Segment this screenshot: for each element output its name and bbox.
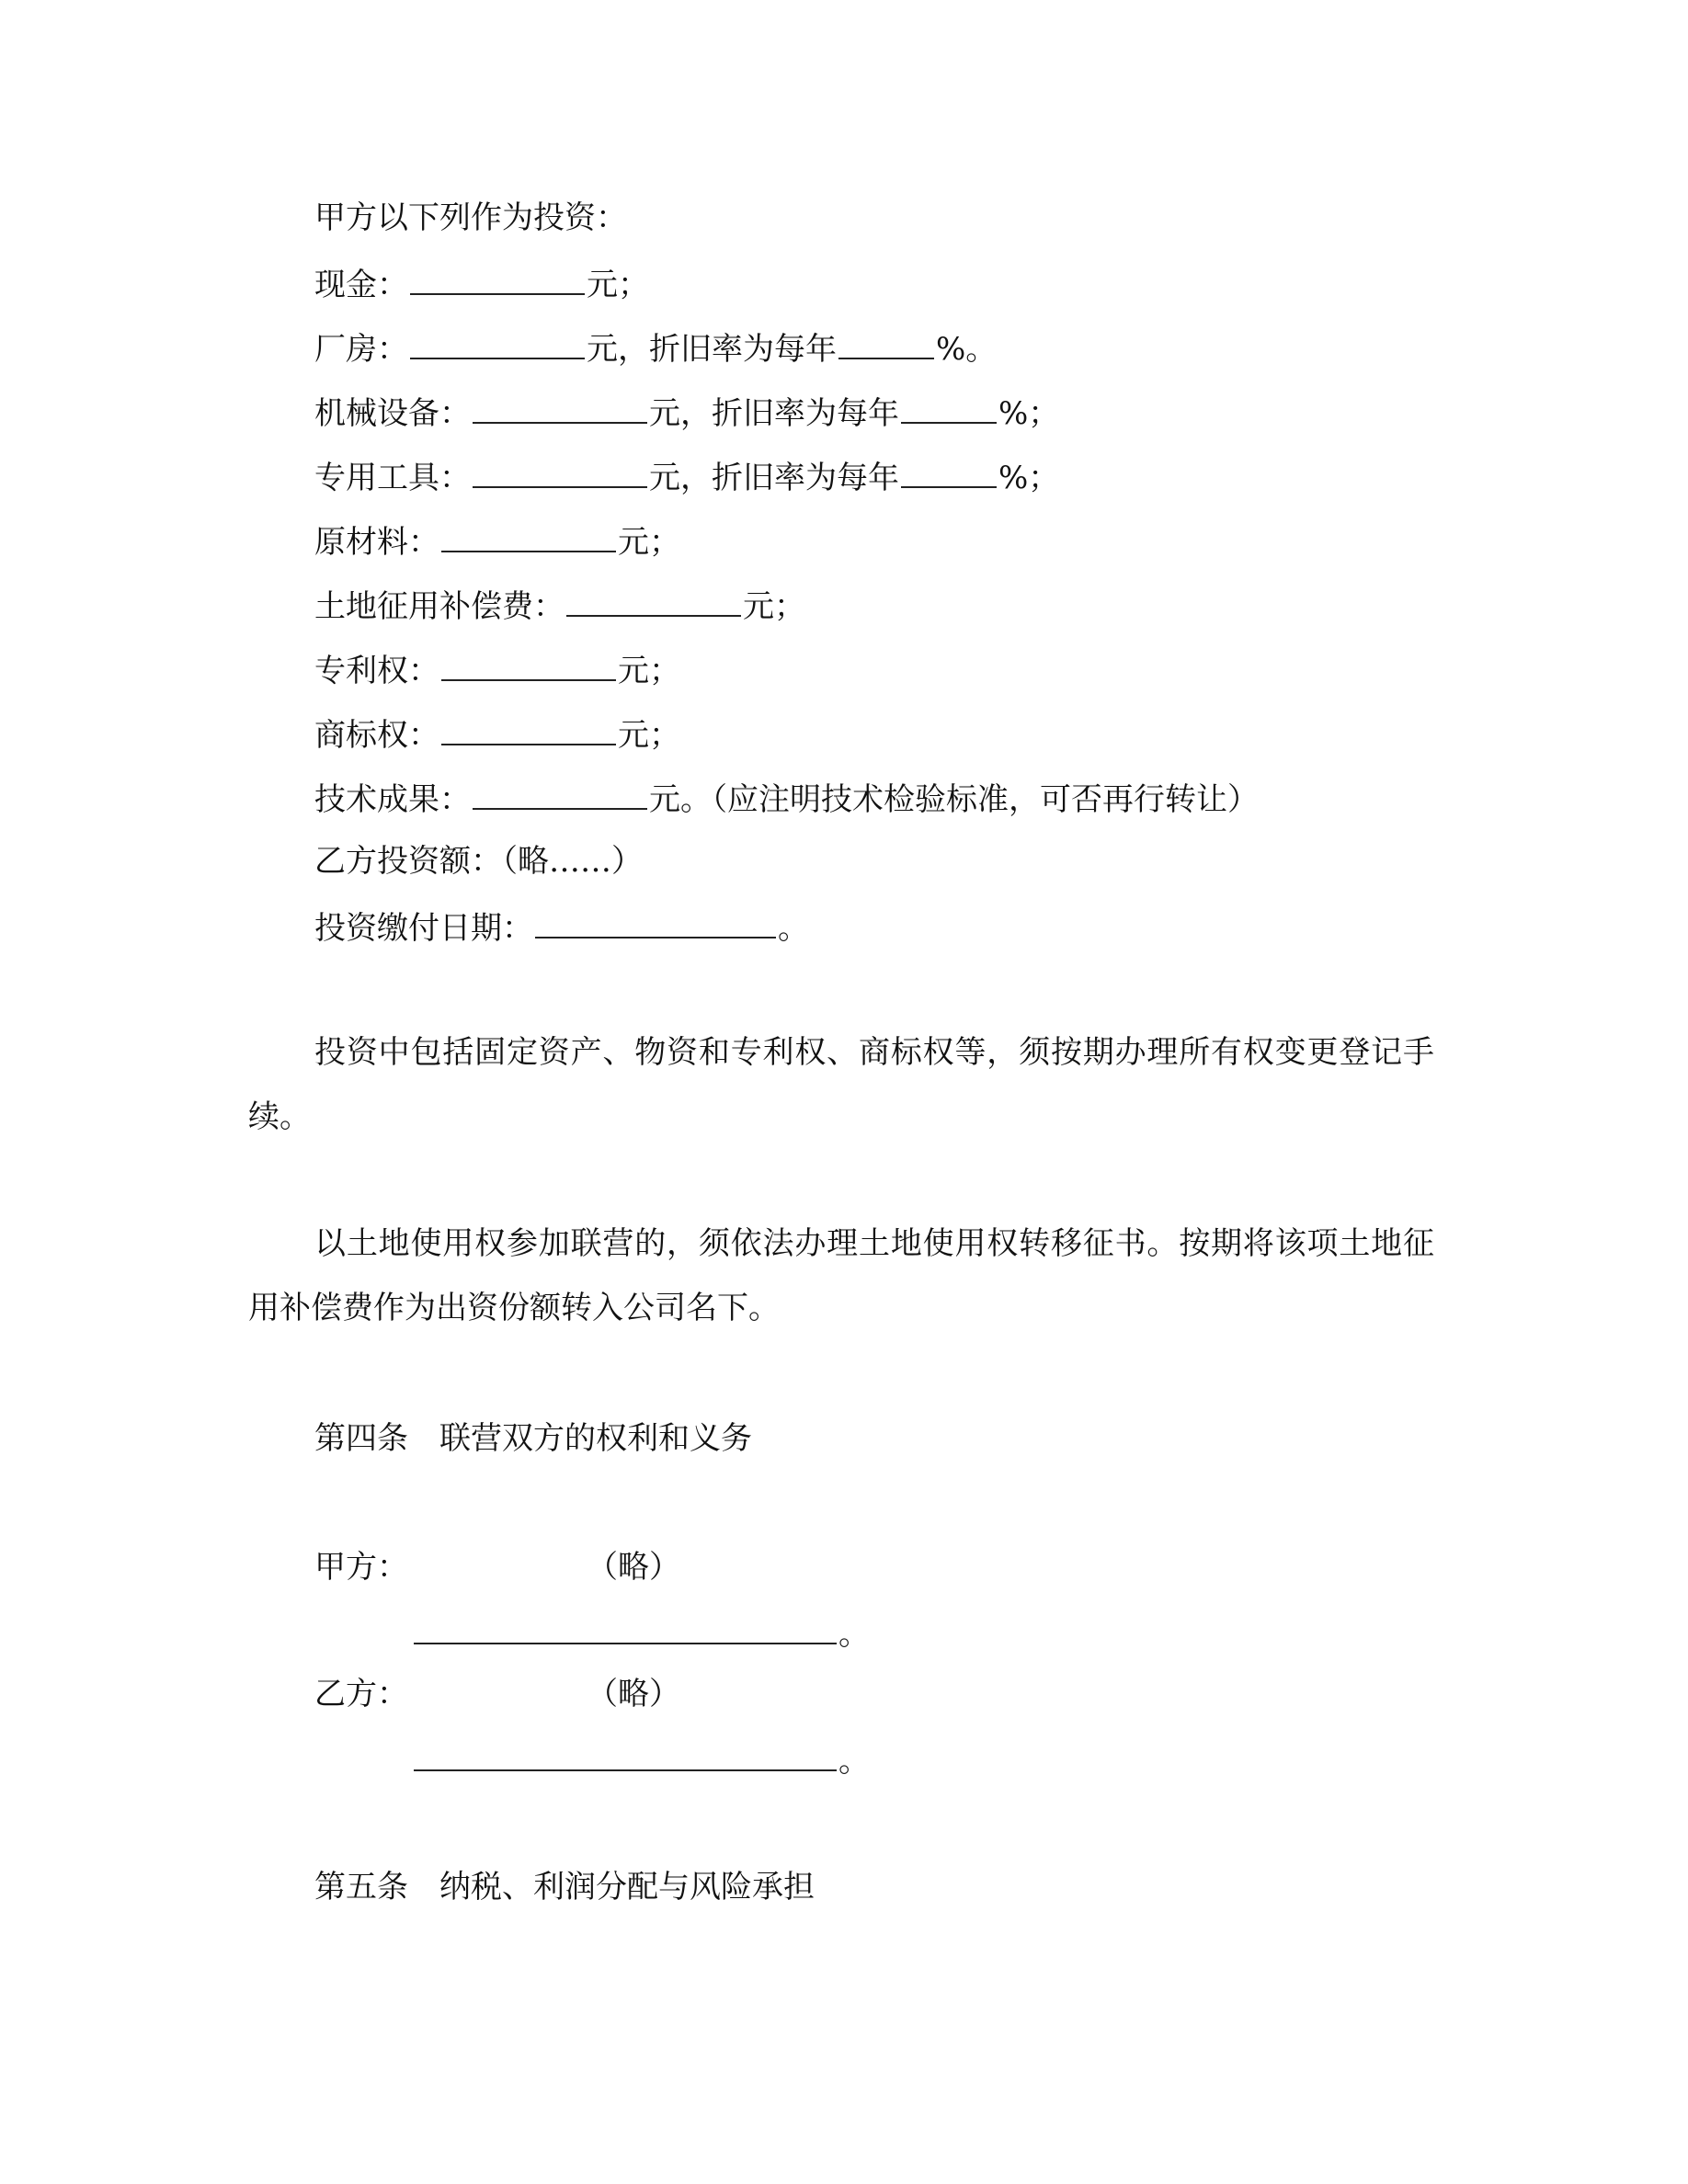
item-factory: 厂房： 元，折旧率为每年 %。 <box>314 326 997 367</box>
raw-materials-amount-blank[interactable] <box>441 519 616 552</box>
tech-results-amount-blank[interactable] <box>473 777 647 810</box>
patent-amount-blank[interactable] <box>441 648 616 681</box>
trademark-amount-blank[interactable] <box>441 712 616 745</box>
party-a-note: （略） <box>587 1549 680 1586</box>
item-cash: 现金： 元； <box>314 262 649 302</box>
party-b-note: （略） <box>587 1676 680 1712</box>
item-patent: 专利权： 元； <box>314 648 680 688</box>
party-b-label: 乙方： <box>314 1676 408 1712</box>
party-a-blank[interactable] <box>414 1611 837 1644</box>
cash-amount-blank[interactable] <box>410 262 585 295</box>
machinery-depreciation-blank[interactable] <box>901 391 997 424</box>
party-b-investment: 乙方投资额：（略……） <box>314 843 643 880</box>
tools-depreciation-blank[interactable] <box>901 455 997 488</box>
factory-amount-blank[interactable] <box>410 326 585 359</box>
party-a-label: 甲方： <box>314 1549 408 1586</box>
item-tech-results: 技术成果： 元。（应注明技术检验标准，可否再行转让） <box>314 777 1259 817</box>
paragraph-ownership-transfer: 投资中包括固定资产、物资和专利权、商标权等，须按期办理所有权变更登记手续。 <box>248 1034 1434 1135</box>
item-tools: 专用工具： 元，折旧率为每年 %； <box>314 455 1059 495</box>
land-compensation-amount-blank[interactable] <box>566 584 741 617</box>
item-land-compensation: 土地征用补偿费： 元； <box>314 584 805 624</box>
factory-depreciation-blank[interactable] <box>838 326 934 359</box>
payment-date: 投资缴付日期： 。 <box>314 905 809 946</box>
article-4-heading: 第四条 联营双方的权利和义务 <box>314 1420 752 1457</box>
party-b-blank[interactable] <box>414 1738 837 1771</box>
item-machinery: 机械设备： 元，折旧率为每年 %； <box>314 391 1059 431</box>
item-trademark: 商标权： 元； <box>314 712 680 753</box>
tools-amount-blank[interactable] <box>473 455 647 488</box>
article-5-heading: 第五条 纳税、利润分配与风险承担 <box>314 1869 815 1905</box>
machinery-amount-blank[interactable] <box>473 391 647 424</box>
party-a-line: 。 <box>412 1611 870 1655</box>
payment-date-blank[interactable] <box>535 905 776 938</box>
investment-intro: 甲方以下列作为投资： <box>314 199 627 236</box>
party-b-line: 。 <box>412 1738 870 1781</box>
item-raw-materials: 原材料： 元； <box>314 519 680 560</box>
paragraph-land-use-right: 以土地使用权参加联营的，须依法办理土地使用权转移征书。按期将该项土地征用补偿费作为出资份额转入公司名下。 <box>248 1225 1434 1326</box>
